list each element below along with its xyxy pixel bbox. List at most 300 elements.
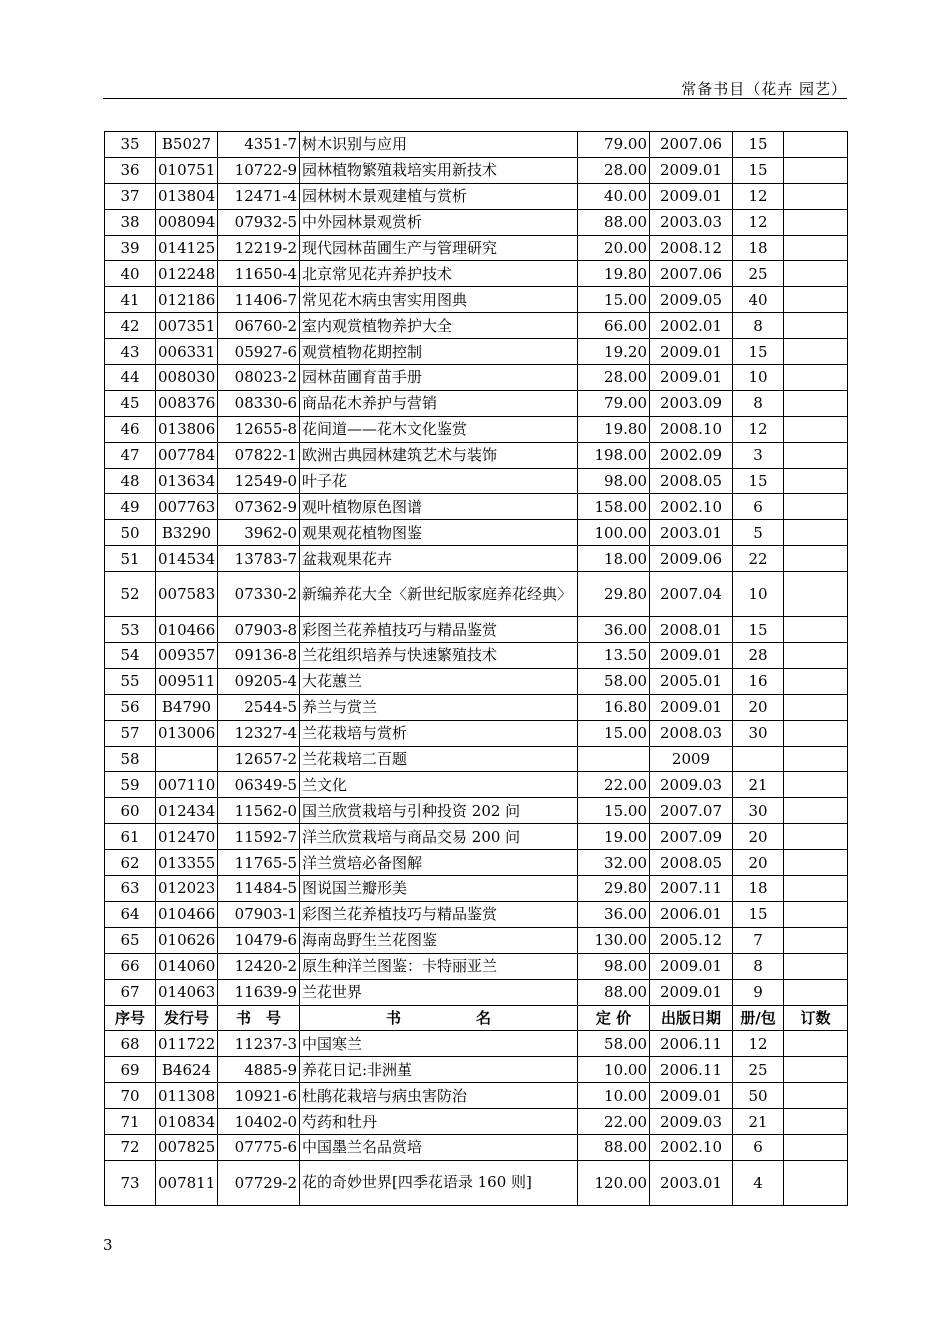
cell-issue-number: 012470 (156, 824, 218, 850)
cell-no: 38 (105, 209, 156, 235)
cell-price: 79.00 (578, 132, 650, 158)
cell-qty-per-pack: 50 (733, 1083, 784, 1109)
table-row (105, 824, 848, 850)
cell-book-title: 北京常见花卉养护技术 (300, 261, 578, 287)
table-row (105, 746, 848, 772)
cell-book-title: 观叶植物原色图谱 (300, 494, 578, 520)
cell-isbn: 12657-2 (218, 746, 300, 772)
page-header-title: 常备书目（花卉 园艺） (681, 80, 847, 98)
cell-no: 48 (105, 468, 156, 494)
cell-isbn: 07330-2 (218, 572, 300, 617)
cell-book-title: 商品花木养护与营销 (300, 390, 578, 416)
cell-price: 88.00 (578, 209, 650, 235)
table-row (105, 1083, 848, 1109)
cell-issue-number: 014125 (156, 235, 218, 261)
cell-price: 198.00 (578, 442, 650, 468)
table-row (105, 235, 848, 261)
cell-issue-number: B4790 (156, 694, 218, 720)
cell-qty-per-pack: 12 (733, 209, 784, 235)
cell-order-count[interactable] (784, 390, 848, 416)
cell-publish-date: 2008.05 (650, 850, 733, 876)
cell-qty-per-pack: 15 (733, 901, 784, 927)
cell-isbn: 2544-5 (218, 694, 300, 720)
cell-qty-per-pack (733, 746, 784, 772)
cell-qty-per-pack: 15 (733, 468, 784, 494)
cell-book-title: 杜鹃花栽培与病虫害防治 (300, 1083, 578, 1109)
cell-qty-per-pack: 15 (733, 617, 784, 643)
book-catalog-table (104, 131, 848, 1206)
cell-issue-number: 011722 (156, 1031, 218, 1057)
cell-price: 22.00 (578, 1109, 650, 1135)
cell-qty-per-pack: 9 (733, 979, 784, 1005)
cell-issue-number: 012248 (156, 261, 218, 287)
cell-price: 32.00 (578, 850, 650, 876)
cell-book-title: 花间道——花木文化鉴赏 (300, 416, 578, 442)
table-row (105, 772, 848, 798)
cell-price: 88.00 (578, 979, 650, 1005)
cell-book-title: 室内观赏植物养护大全 (300, 313, 578, 339)
cell-order-count[interactable] (784, 876, 848, 902)
cell-no: 41 (105, 287, 156, 313)
cell-order-count[interactable] (784, 694, 848, 720)
cell-no: 73 (105, 1160, 156, 1205)
cell-publish-date: 2003.01 (650, 520, 733, 546)
cell-isbn: 10921-6 (218, 1083, 300, 1109)
cell-qty-per-pack: 25 (733, 1057, 784, 1083)
cell-isbn: 06760-2 (218, 313, 300, 339)
cell-order-count[interactable] (784, 442, 848, 468)
table-row (105, 1134, 848, 1160)
cell-order-count[interactable] (784, 365, 848, 391)
cell-no: 45 (105, 390, 156, 416)
cell-no: 59 (105, 772, 156, 798)
cell-isbn: 11765-5 (218, 850, 300, 876)
cell-book-title: 园林苗圃育苗手册 (300, 365, 578, 391)
cell-order-count[interactable] (784, 313, 848, 339)
col-header-issue: 发行号 (156, 1005, 218, 1031)
cell-order-count[interactable] (784, 287, 848, 313)
cell-book-title: 中国寒兰 (300, 1031, 578, 1057)
cell-no: 53 (105, 617, 156, 643)
cell-no: 50 (105, 520, 156, 546)
cell-order-count[interactable] (784, 209, 848, 235)
table-body-part-1 (105, 132, 848, 1006)
cell-price: 19.80 (578, 416, 650, 442)
cell-publish-date: 2009.01 (650, 1083, 733, 1109)
cell-order-count[interactable] (784, 157, 848, 183)
cell-price: 158.00 (578, 494, 650, 520)
table-row (105, 1031, 848, 1057)
page-number: 3 (103, 1236, 113, 1254)
cell-no: 47 (105, 442, 156, 468)
cell-book-title: 彩图兰花养植技巧与精品鉴赏 (300, 617, 578, 643)
cell-book-title: 园林树木景观建植与赏析 (300, 183, 578, 209)
cell-qty-per-pack: 4 (733, 1160, 784, 1205)
cell-publish-date: 2009 (650, 746, 733, 772)
table-row (105, 901, 848, 927)
cell-order-count[interactable] (784, 468, 848, 494)
cell-publish-date: 2003.09 (650, 390, 733, 416)
cell-issue-number: 006331 (156, 339, 218, 365)
cell-issue-number: 008376 (156, 390, 218, 416)
cell-isbn: 08330-6 (218, 390, 300, 416)
cell-no: 57 (105, 720, 156, 746)
cell-isbn: 11562-0 (218, 798, 300, 824)
cell-publish-date: 2009.01 (650, 694, 733, 720)
cell-isbn: 10479-6 (218, 927, 300, 953)
col-header-qty: 册/包 (733, 1005, 784, 1031)
cell-no: 68 (105, 1031, 156, 1057)
cell-book-title: 观果观花植物图鉴 (300, 520, 578, 546)
cell-qty-per-pack: 21 (733, 1109, 784, 1135)
cell-isbn: 11650-4 (218, 261, 300, 287)
cell-price: 98.00 (578, 468, 650, 494)
cell-isbn: 12655-8 (218, 416, 300, 442)
cell-book-title: 原生种洋兰图鉴：卡特丽亚兰 (300, 953, 578, 979)
table-row (105, 261, 848, 287)
cell-isbn: 10722-9 (218, 157, 300, 183)
cell-order-count[interactable] (784, 339, 848, 365)
cell-price: 98.00 (578, 953, 650, 979)
cell-book-title: 观赏植物花期控制 (300, 339, 578, 365)
cell-isbn: 4885-9 (218, 1057, 300, 1083)
cell-isbn: 11592-7 (218, 824, 300, 850)
cell-qty-per-pack: 10 (733, 365, 784, 391)
cell-order-count[interactable] (784, 1031, 848, 1057)
cell-issue-number: 011308 (156, 1083, 218, 1109)
cell-order-count[interactable] (784, 746, 848, 772)
table-row (105, 927, 848, 953)
cell-issue-number: 009357 (156, 643, 218, 669)
cell-isbn: 09136-8 (218, 643, 300, 669)
cell-publish-date: 2007.04 (650, 572, 733, 617)
cell-book-title: 芍药和牡丹 (300, 1109, 578, 1135)
cell-no: 66 (105, 953, 156, 979)
cell-order-count[interactable] (784, 1057, 848, 1083)
cell-publish-date: 2009.06 (650, 546, 733, 572)
cell-isbn: 09205-4 (218, 668, 300, 694)
table-row (105, 668, 848, 694)
cell-order-count[interactable] (784, 953, 848, 979)
cell-no: 55 (105, 668, 156, 694)
cell-qty-per-pack: 10 (733, 572, 784, 617)
cell-order-count[interactable] (784, 183, 848, 209)
cell-isbn: 12471-4 (218, 183, 300, 209)
cell-qty-per-pack: 15 (733, 339, 784, 365)
cell-no: 72 (105, 1134, 156, 1160)
cell-book-title: 图说国兰瓣形美 (300, 876, 578, 902)
cell-qty-per-pack: 8 (733, 313, 784, 339)
cell-issue-number: 013804 (156, 183, 218, 209)
col-header-date: 出版日期 (650, 1005, 733, 1031)
cell-price: 19.20 (578, 339, 650, 365)
cell-publish-date: 2006.01 (650, 901, 733, 927)
cell-qty-per-pack: 30 (733, 720, 784, 746)
cell-no: 69 (105, 1057, 156, 1083)
table-row (105, 390, 848, 416)
cell-qty-per-pack: 6 (733, 494, 784, 520)
col-header-title: 书 名 (300, 1005, 578, 1031)
cell-qty-per-pack: 12 (733, 183, 784, 209)
table-header (105, 1005, 848, 1031)
cell-book-title: 国兰欣赏栽培与引种投资 202 问 (300, 798, 578, 824)
cell-book-title: 中国墨兰名品赏培 (300, 1134, 578, 1160)
cell-qty-per-pack: 15 (733, 157, 784, 183)
table-row (105, 339, 848, 365)
cell-qty-per-pack: 7 (733, 927, 784, 953)
table-row (105, 468, 848, 494)
cell-issue-number: 007351 (156, 313, 218, 339)
cell-price: 58.00 (578, 1031, 650, 1057)
cell-isbn: 07729-2 (218, 1160, 300, 1205)
cell-publish-date: 2002.01 (650, 313, 733, 339)
cell-publish-date: 2002.10 (650, 494, 733, 520)
cell-price: 79.00 (578, 390, 650, 416)
cell-isbn: 07903-1 (218, 901, 300, 927)
cell-publish-date: 2005.01 (650, 668, 733, 694)
cell-book-title: 大花蕙兰 (300, 668, 578, 694)
cell-qty-per-pack: 6 (733, 1134, 784, 1160)
table-row (105, 494, 848, 520)
cell-issue-number: B3290 (156, 520, 218, 546)
cell-no: 58 (105, 746, 156, 772)
cell-publish-date: 2005.12 (650, 927, 733, 953)
table-row (105, 183, 848, 209)
cell-book-title: 叶子花 (300, 468, 578, 494)
cell-publish-date: 2003.01 (650, 1160, 733, 1205)
cell-issue-number: 007811 (156, 1160, 218, 1205)
cell-no: 46 (105, 416, 156, 442)
cell-issue-number: 007110 (156, 772, 218, 798)
cell-order-count[interactable] (784, 798, 848, 824)
cell-book-title: 中外园林景观赏析 (300, 209, 578, 235)
cell-qty-per-pack: 25 (733, 261, 784, 287)
table-row (105, 850, 848, 876)
cell-order-count[interactable] (784, 416, 848, 442)
cell-order-count[interactable] (784, 720, 848, 746)
cell-publish-date: 2009.01 (650, 365, 733, 391)
cell-issue-number: 014534 (156, 546, 218, 572)
cell-isbn: 12219-2 (218, 235, 300, 261)
cell-order-count[interactable] (784, 617, 848, 643)
cell-price: 20.00 (578, 235, 650, 261)
cell-book-title: 洋兰欣赏栽培与商品交易 200 问 (300, 824, 578, 850)
cell-issue-number: 008094 (156, 209, 218, 235)
cell-order-count[interactable] (784, 546, 848, 572)
cell-price: 28.00 (578, 365, 650, 391)
cell-order-count[interactable] (784, 901, 848, 927)
cell-issue-number: 012434 (156, 798, 218, 824)
cell-order-count[interactable] (784, 850, 848, 876)
cell-price: 40.00 (578, 183, 650, 209)
cell-qty-per-pack: 21 (733, 772, 784, 798)
cell-price: 10.00 (578, 1057, 650, 1083)
cell-book-title: 兰花栽培二百题 (300, 746, 578, 772)
cell-qty-per-pack: 18 (733, 235, 784, 261)
cell-issue-number: B5027 (156, 132, 218, 158)
cell-no: 64 (105, 901, 156, 927)
cell-issue-number: 013806 (156, 416, 218, 442)
cell-issue-number: 013634 (156, 468, 218, 494)
cell-publish-date: 2008.05 (650, 468, 733, 494)
table-row (105, 1109, 848, 1135)
cell-issue-number (156, 746, 218, 772)
cell-order-count[interactable] (784, 772, 848, 798)
cell-publish-date: 2009.01 (650, 339, 733, 365)
cell-book-title: 常见花木病虫害实用图典 (300, 287, 578, 313)
cell-isbn: 08023-2 (218, 365, 300, 391)
cell-book-title: 海南岛野生兰花图鉴 (300, 927, 578, 953)
column-header-row (105, 1005, 848, 1031)
cell-order-count[interactable] (784, 1134, 848, 1160)
table-row (105, 287, 848, 313)
cell-isbn: 07932-5 (218, 209, 300, 235)
table-row (105, 209, 848, 235)
header-divider (103, 98, 847, 99)
cell-no: 65 (105, 927, 156, 953)
cell-book-title: 树木识别与应用 (300, 132, 578, 158)
cell-publish-date: 2007.11 (650, 876, 733, 902)
cell-order-count[interactable] (784, 132, 848, 158)
cell-order-count[interactable] (784, 261, 848, 287)
cell-book-title: 园林植物繁殖栽培实用新技术 (300, 157, 578, 183)
cell-price: 29.80 (578, 572, 650, 617)
cell-price (578, 746, 650, 772)
cell-qty-per-pack: 3 (733, 442, 784, 468)
cell-issue-number: 013355 (156, 850, 218, 876)
cell-no: 39 (105, 235, 156, 261)
cell-issue-number: B4624 (156, 1057, 218, 1083)
cell-issue-number: 010751 (156, 157, 218, 183)
cell-qty-per-pack: 8 (733, 390, 784, 416)
cell-price: 18.00 (578, 546, 650, 572)
cell-price: 36.00 (578, 901, 650, 927)
cell-issue-number: 007583 (156, 572, 218, 617)
cell-book-title: 盆栽观果花卉 (300, 546, 578, 572)
cell-publish-date: 2008.03 (650, 720, 733, 746)
cell-no: 35 (105, 132, 156, 158)
cell-issue-number: 010466 (156, 617, 218, 643)
cell-no: 61 (105, 824, 156, 850)
cell-qty-per-pack: 20 (733, 694, 784, 720)
cell-no: 51 (105, 546, 156, 572)
cell-publish-date: 2002.09 (650, 442, 733, 468)
cell-publish-date: 2009.03 (650, 1109, 733, 1135)
cell-isbn: 11237-3 (218, 1031, 300, 1057)
cell-order-count[interactable] (784, 1109, 848, 1135)
cell-order-count[interactable] (784, 494, 848, 520)
cell-price: 120.00 (578, 1160, 650, 1205)
cell-qty-per-pack: 20 (733, 824, 784, 850)
table-row (105, 694, 848, 720)
cell-price: 19.00 (578, 824, 650, 850)
cell-issue-number: 010466 (156, 901, 218, 927)
cell-order-count[interactable] (784, 668, 848, 694)
cell-price: 28.00 (578, 157, 650, 183)
cell-price: 13.50 (578, 643, 650, 669)
table-row (105, 953, 848, 979)
cell-isbn: 07362-9 (218, 494, 300, 520)
table-body-part-2 (105, 1031, 848, 1205)
table-row (105, 313, 848, 339)
cell-no: 70 (105, 1083, 156, 1109)
table-row (105, 416, 848, 442)
cell-no: 71 (105, 1109, 156, 1135)
cell-order-count[interactable] (784, 1083, 848, 1109)
cell-isbn: 11639-9 (218, 979, 300, 1005)
cell-publish-date: 2006.11 (650, 1031, 733, 1057)
cell-issue-number: 014060 (156, 953, 218, 979)
cell-order-count[interactable] (784, 927, 848, 953)
table-row (105, 365, 848, 391)
cell-order-count[interactable] (784, 520, 848, 546)
cell-publish-date: 2007.06 (650, 261, 733, 287)
cell-no: 49 (105, 494, 156, 520)
cell-publish-date: 2009.01 (650, 183, 733, 209)
cell-qty-per-pack: 22 (733, 546, 784, 572)
cell-publish-date: 2008.12 (650, 235, 733, 261)
cell-price: 58.00 (578, 668, 650, 694)
cell-publish-date: 2007.07 (650, 798, 733, 824)
cell-issue-number: 008030 (156, 365, 218, 391)
table-row (105, 876, 848, 902)
cell-issue-number: 012023 (156, 876, 218, 902)
cell-isbn: 11406-7 (218, 287, 300, 313)
table-row (105, 617, 848, 643)
cell-no: 42 (105, 313, 156, 339)
cell-price: 15.00 (578, 798, 650, 824)
cell-publish-date: 2009.01 (650, 157, 733, 183)
cell-book-title: 彩图兰花养植技巧与精品鉴赏 (300, 901, 578, 927)
cell-price: 15.00 (578, 287, 650, 313)
cell-no: 43 (105, 339, 156, 365)
cell-publish-date: 2009.01 (650, 643, 733, 669)
cell-qty-per-pack: 16 (733, 668, 784, 694)
cell-order-count[interactable] (784, 643, 848, 669)
col-header-price: 定 价 (578, 1005, 650, 1031)
cell-no: 37 (105, 183, 156, 209)
cell-publish-date: 2009.05 (650, 287, 733, 313)
cell-isbn: 07775-6 (218, 1134, 300, 1160)
table-row (105, 442, 848, 468)
cell-no: 44 (105, 365, 156, 391)
cell-price: 15.00 (578, 720, 650, 746)
cell-order-count[interactable] (784, 824, 848, 850)
cell-qty-per-pack: 28 (733, 643, 784, 669)
cell-publish-date: 2009.03 (650, 772, 733, 798)
cell-publish-date: 2007.06 (650, 132, 733, 158)
cell-isbn: 07822-1 (218, 442, 300, 468)
cell-qty-per-pack: 5 (733, 520, 784, 546)
cell-order-count[interactable] (784, 235, 848, 261)
cell-order-count[interactable] (784, 572, 848, 617)
cell-book-title: 现代园林苗圃生产与管理研究 (300, 235, 578, 261)
cell-isbn: 06349-5 (218, 772, 300, 798)
cell-price: 16.80 (578, 694, 650, 720)
cell-publish-date: 2007.09 (650, 824, 733, 850)
cell-qty-per-pack: 12 (733, 416, 784, 442)
cell-order-count[interactable] (784, 1160, 848, 1205)
cell-qty-per-pack: 20 (733, 850, 784, 876)
table-row (105, 643, 848, 669)
cell-price: 19.80 (578, 261, 650, 287)
cell-no: 63 (105, 876, 156, 902)
cell-order-count[interactable] (784, 979, 848, 1005)
cell-book-title: 兰花组织培养与快速繁殖技术 (300, 643, 578, 669)
cell-price: 66.00 (578, 313, 650, 339)
cell-isbn: 3962-0 (218, 520, 300, 546)
cell-price: 36.00 (578, 617, 650, 643)
